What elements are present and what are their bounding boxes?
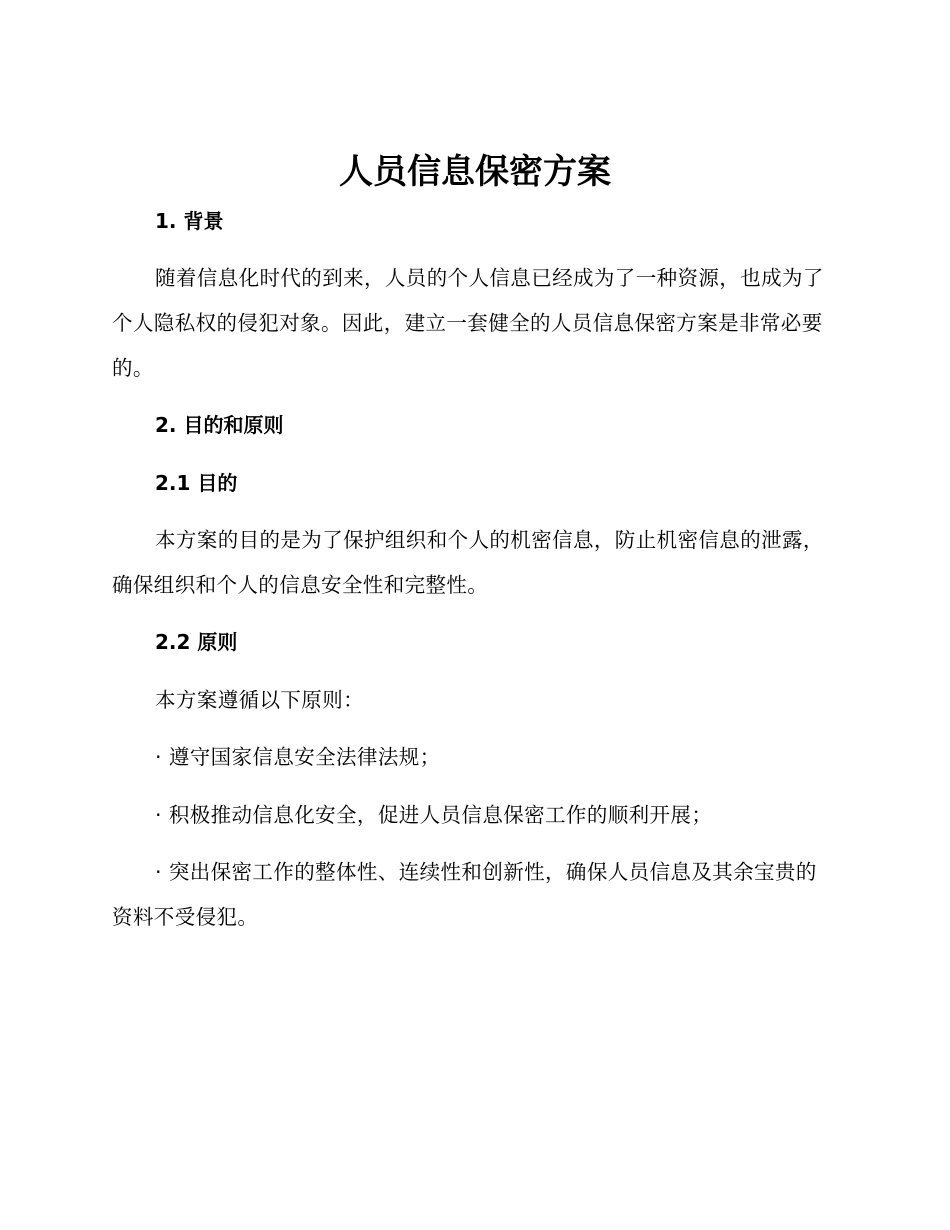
document-title: 人员信息保密方案: [339, 152, 611, 192]
principle-item-3: · 突出保密工作的整体性、连续性和创新性，确保人员信息及其余宝贵的资料不受侵犯。: [112, 860, 817, 929]
section-2-2-heading: 2.2 原则: [155, 630, 238, 654]
section-2-heading: 2. 目的和原则: [155, 413, 284, 437]
section-2-1-paragraph: 本方案的目的是为了保护组织和个人的机密信息，防止机密信息的泄露，确保组织和个人的信息安全性和完整性。: [112, 528, 824, 597]
section-1-paragraph: 随着信息化时代的到来，人员的个人信息已经成为了一种资源，也成为了个人隐私权的侵犯对象。因此，建立一套健全的人员信息保密方案是非常必要的。: [112, 266, 824, 380]
section-1-heading: 1. 背景: [155, 209, 224, 233]
principles-intro: 本方案遵循以下原则：: [155, 688, 364, 712]
principle-item-1: · 遵守国家信息安全法律法规；: [155, 745, 441, 769]
section-2-1-heading: 2.1 目的: [155, 471, 238, 495]
principle-item-2: · 积极推动信息化安全，促进人员信息保密工作的顺利开展；: [155, 803, 713, 827]
